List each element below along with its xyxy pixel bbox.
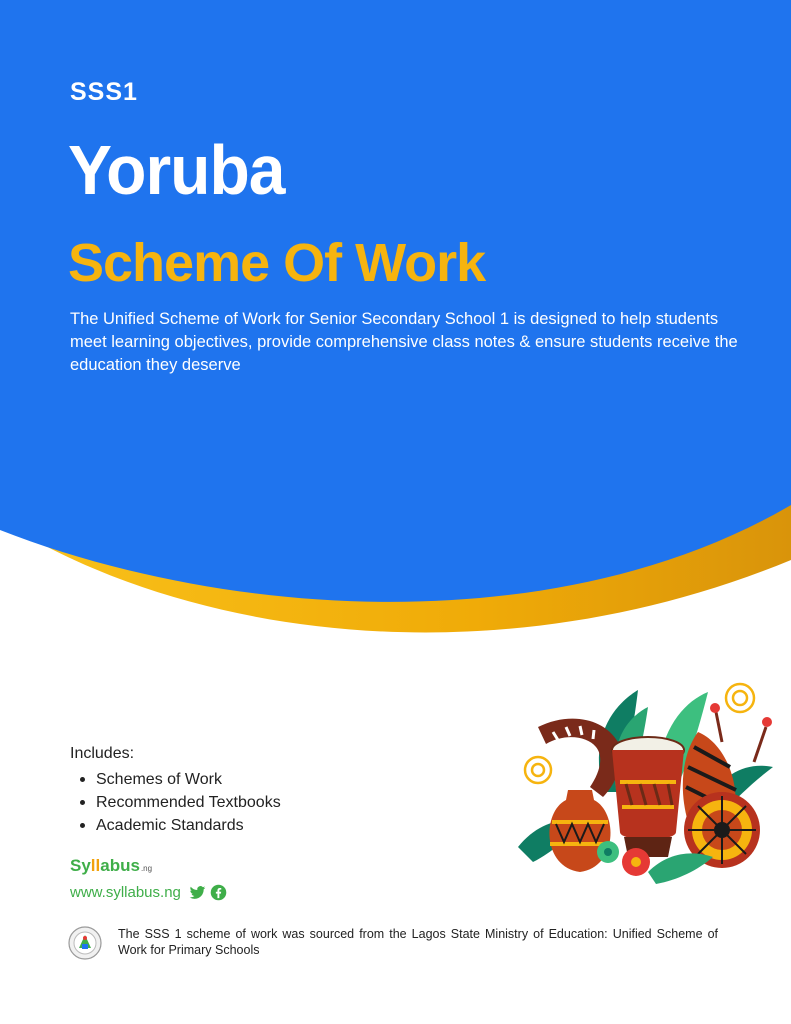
includes-item: Academic Standards bbox=[78, 814, 281, 837]
subject-title: Yoruba bbox=[68, 131, 285, 209]
syllabus-logo[interactable] bbox=[70, 856, 152, 876]
torch-icon bbox=[716, 712, 766, 762]
document-title: Scheme Of Work bbox=[68, 233, 486, 293]
includes-list bbox=[78, 768, 281, 837]
source-note: The SSS 1 scheme of work was sourced from the Lagos State Ministry of Education: Unified Scheme of Work for Primary Schools bbox=[118, 927, 718, 957]
website-row bbox=[70, 884, 231, 901]
logo-text-start: Sy bbox=[70, 856, 91, 875]
lagos-state-seal-icon bbox=[68, 926, 102, 960]
includes-label: Includes: bbox=[70, 745, 135, 762]
intro-paragraph: The Unified Scheme of Work for Senior Secondary School 1 is designed to help students meet learning objectives, provide comprehensive class notes & ensure students receive the education they deserve bbox=[70, 310, 738, 374]
includes-item: Recommended Textbooks bbox=[78, 791, 281, 814]
includes-item: Schemes of Work bbox=[78, 768, 281, 791]
grade-label: SSS1 bbox=[70, 78, 138, 106]
logo-text-mid: ll bbox=[90, 856, 101, 875]
logo-tld: .ng bbox=[140, 864, 153, 873]
facebook-icon[interactable] bbox=[210, 884, 227, 901]
website-link[interactable]: www.syllabus.ng bbox=[70, 884, 181, 901]
logo-text-end: abus bbox=[100, 856, 140, 875]
source-row bbox=[68, 926, 718, 960]
twitter-icon[interactable] bbox=[189, 884, 206, 901]
drum-icon bbox=[612, 737, 684, 857]
african-drum-illustration bbox=[508, 672, 780, 896]
leaf-icon bbox=[648, 853, 713, 884]
